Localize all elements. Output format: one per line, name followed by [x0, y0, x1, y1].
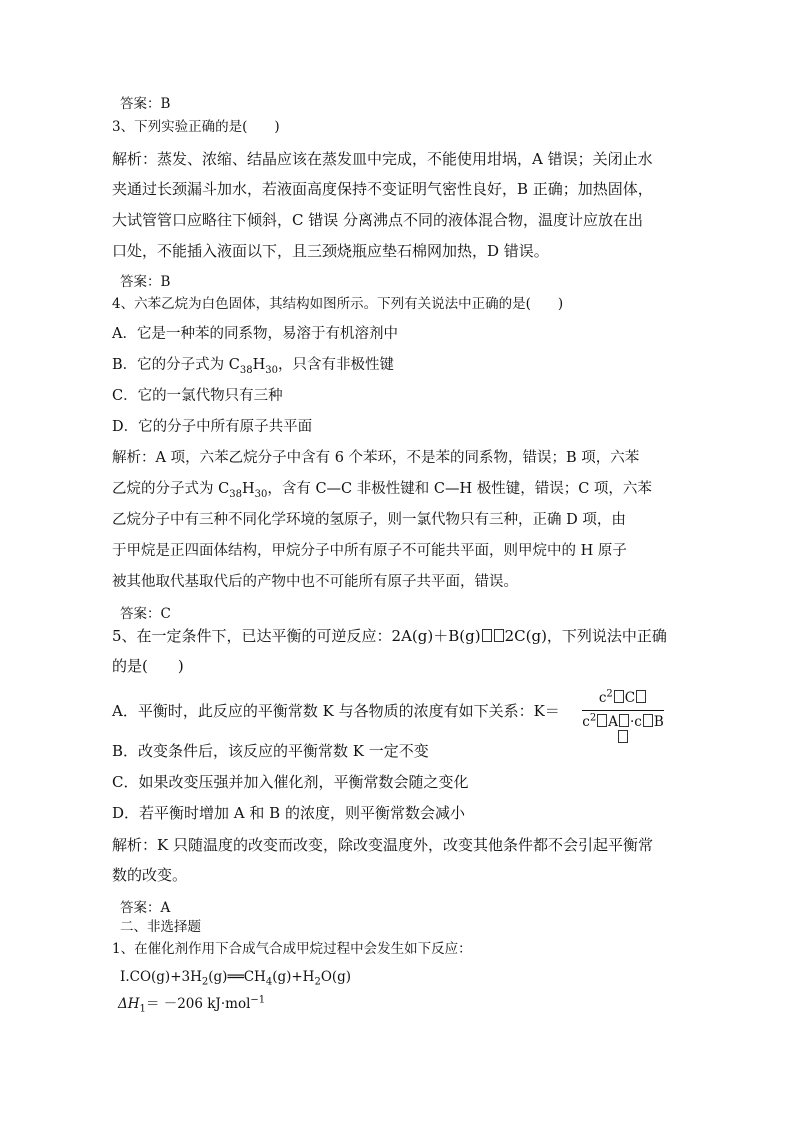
- fraction-numerator: $c^2$ C: [582, 690, 664, 706]
- question-3-analysis-line-4: 口处，不能插入液面以下，且三颈烧瓶应垫石棉网加热，D 错误。: [112, 242, 549, 260]
- equilibrium-constant-fraction: [582, 690, 682, 734]
- reaction-1-equation: $Ⅰ.CO(g)+3H_2(g)══CH_4(g)+H_2O(g)$: [120, 969, 352, 988]
- fraction-denominator: $c^2$ A ·c B: [582, 714, 664, 746]
- reaction-1-enthalpy: $\Delta H_1= -206$ kJ·mol$^{-1}$: [118, 994, 266, 1015]
- reversible-arrow-glyph: [482, 629, 492, 642]
- question-4-analysis-line-4: 于甲烷是正四面体结构，甲烷分子中所有原子不可能共平面，则甲烷中的 H 原子: [112, 543, 627, 559]
- question-3-answer: 答案：B: [120, 274, 171, 290]
- question-4-answer: 答案：C: [120, 606, 171, 622]
- question-4-option-b: B．它的分子式为 $C_{38}H_{30}$，只含有非极性键: [112, 357, 394, 376]
- question-4-option-c: C．它的一氯代物只有三种: [112, 388, 283, 404]
- question-4-option-d: D．它的分子中所有原子共平面: [112, 419, 313, 435]
- answer-prev: 答案：B: [120, 96, 171, 112]
- question-5-option-c: C．如果改变压强并加入催化剂，平衡常数会随之变化: [112, 773, 469, 791]
- question-4-option-a: A．它是一种苯的同系物，易溶于有机溶剂中: [112, 326, 398, 342]
- question-5-option-d: D．若平衡时增加 A 和 B 的浓度，则平衡常数会减小: [112, 804, 465, 822]
- question-4-analysis-line-3: 乙烷分子中有三种不同化学环境的氢原子，则一氯代物只有三种，正确 D 项，由: [112, 512, 626, 528]
- question-5-option-b: B．改变条件后，该反应的平衡常数 K 一定不变: [112, 742, 429, 760]
- question-4-analysis-line-5: 被其他取代基取代后的产物中也不可能所有原子共平面，错误。: [112, 574, 518, 590]
- question-3-analysis-line-1: 解析：蒸发、浓缩、结晶应该在蒸发皿中完成，不能使用坩埚，A 错误；关闭止水: [112, 150, 653, 168]
- question-3-analysis-line-2: 夹通过长颈漏斗加水，若液面高度保持不变证明气密性良好，B 正确；加热固体，: [112, 180, 653, 198]
- question-3-stem: 3、下列实验正确的是( ): [112, 119, 280, 135]
- question-5-stem-line-2: 的是( ): [112, 657, 184, 675]
- question-5-answer: 答案：A: [120, 900, 171, 916]
- question-4-stem: 4、六苯乙烷为白色固体，其结构如图所示。下列有关说法中正确的是( ): [112, 296, 564, 312]
- question-4-analysis-line-2: 乙烷的分子式为 $C_{38}H_{30}$，含有 C—C 非极性键和 C—H 极性键，错误；C 项，六苯: [112, 481, 652, 500]
- reversible-arrow-glyph: [494, 629, 504, 642]
- question-5-option-a: A．平衡时，此反应的平衡常数 K 与各物质的浓度有如下关系：K＝: [112, 702, 560, 720]
- question-5-stem-line-1: 5、在一定条件下，已达平衡的可逆反应：2A(g)＋B(g) 2C(g)，下列说法中正确: [112, 627, 667, 645]
- question-5-analysis-line-2: 数的改变。: [112, 866, 188, 884]
- fraction-bar: [582, 710, 664, 711]
- question-5-analysis-line-1: 解析：K 只随温度的改变而改变，除改变温度外，改变其他条件都不会引起平衡常: [112, 836, 653, 854]
- section-2-question-1-stem: 1、在催化剂作用下合成气合成甲烷过程中会发生如下反应：: [112, 941, 472, 957]
- section-heading-non-choice: 二、非选择题: [120, 919, 201, 935]
- question-3-analysis-line-3: 大试管管口应略往下倾斜，C 错误 分离沸点不同的液体混合物，温度计应放在出: [112, 211, 644, 229]
- question-4-analysis-line-1: 解析：A 项，六苯乙烷分子中含有 6 个苯环，不是苯的同系物，错误；B 项，六苯: [112, 450, 640, 466]
